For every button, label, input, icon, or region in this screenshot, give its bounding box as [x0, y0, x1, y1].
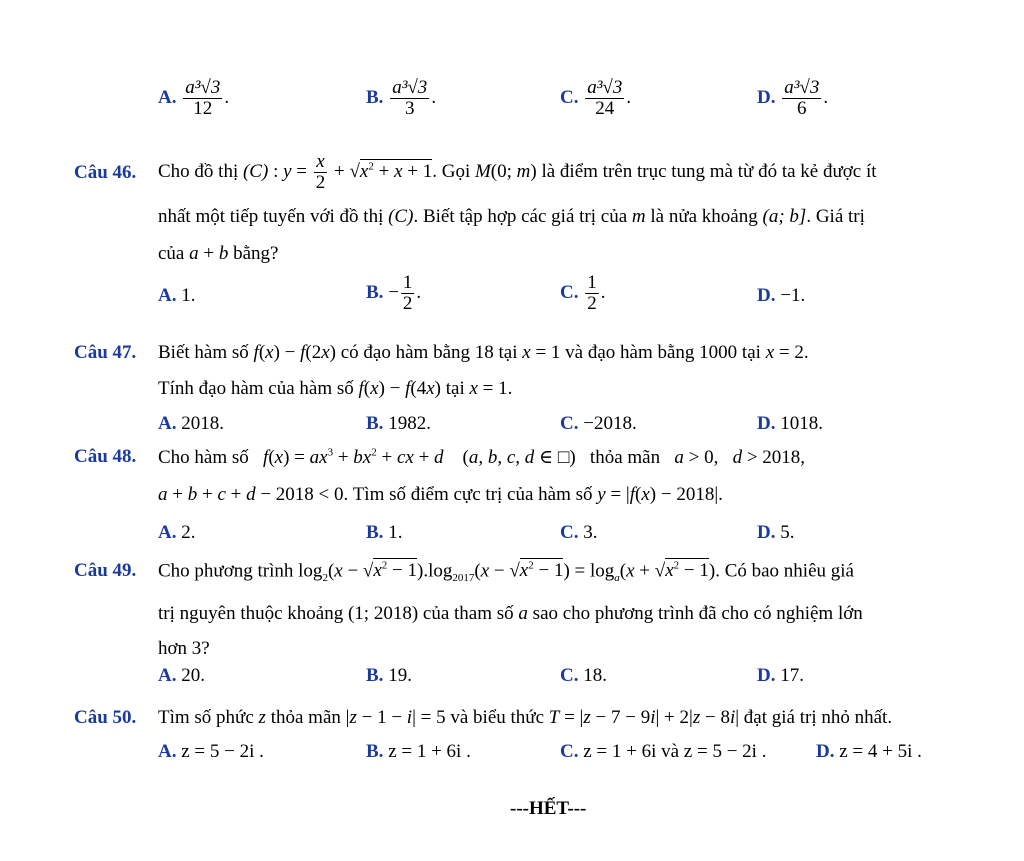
- q50-number: Câu 50.: [74, 707, 137, 728]
- q46-option-c: C. $\frac{1}{2}$ .: [560, 272, 606, 314]
- q49-number: Câu 49.: [74, 560, 137, 581]
- q45-option-c: C. $\frac{\text{a³√3}}{24}$ .: [560, 77, 632, 119]
- q50-option-a: A. z = 5 − 2i .: [158, 741, 264, 762]
- q47-option-b: B. 1982.: [366, 413, 431, 434]
- q46-line-1: Cho đồ thị (C) : y = $\frac{x}{2}$ + $√x^2 + x + 1$. Gọi M(0; m) là điểm trên trục tung mà từ đó ta kẻ được ít: [158, 151, 877, 193]
- q46-line-3: của a + b bằng?: [158, 243, 279, 264]
- q47-option-a: A. 2018.: [158, 413, 224, 434]
- q48-option-b: B. 1.: [366, 522, 403, 543]
- q48-line-2: a + b + c + d − 2018 < 0. Tìm số điểm cực trị của hàm số y = |f(x) − 2018|.: [158, 484, 723, 505]
- q48-line-1: Cho hàm số $f(x) = ax^3 + bx^2$ + cx + d (a, b, c, d ∈ □) thỏa mãn a > 0, d > 2018,: [158, 446, 806, 468]
- q47-option-c: C. −2018.: [560, 413, 637, 434]
- q50-option-d: D. z = 4 + 5i .: [816, 741, 922, 762]
- q48-option-d: D. 5.: [757, 522, 795, 543]
- q49-option-d: D. 17.: [757, 665, 804, 686]
- q49-line-3: hơn 3?: [158, 638, 210, 659]
- q49-option-b: B. 19.: [366, 665, 412, 686]
- q47-line-2: Tính đạo hàm của hàm số f(x) − f(4x) tại x = 1.: [158, 378, 513, 399]
- q49-option-a: A. 20.: [158, 665, 205, 686]
- q45-option-a: A. $\frac{\text{a³√3}}{12}$ .: [158, 77, 230, 119]
- q47-option-d: D. 1018.: [757, 413, 823, 434]
- end-marker: ---HẾT---: [510, 798, 587, 819]
- q46-option-d: D. −1.: [757, 285, 806, 306]
- q50-line-1: Tìm số phức z thỏa mãn |z − 1 − i| = 5 và biểu thức T = |z − 7 − 9i| + 2|z − 8i| đạt giá trị nhỏ nhất.: [158, 707, 893, 728]
- q50-option-c: C. z = 1 + 6i và z = 5 − 2i .: [560, 741, 767, 762]
- q47-number: Câu 47.: [74, 342, 137, 363]
- q49-option-c: C. 18.: [560, 665, 607, 686]
- q46-line-2: nhất một tiếp tuyến với đồ thị (C). Biết tập hợp các giá trị của m là nửa khoảng (a; b]. Giá trị: [158, 206, 865, 227]
- q48-option-a: A. 2.: [158, 522, 196, 543]
- q45-option-b: B. $\frac{\text{a³√3}}{3}$ .: [366, 77, 437, 119]
- q50-option-b: B. z = 1 + 6i .: [366, 741, 471, 762]
- q46-option-b: B. − $\frac{1}{2}$ .: [366, 272, 422, 314]
- q45-option-d: D. $\frac{\text{a³√3}}{6}$ .: [757, 77, 829, 119]
- q48-option-c: C. 3.: [560, 522, 598, 543]
- q46-number: Câu 46.: [74, 162, 137, 183]
- q47-line-1: Biết hàm số f(x) − f(2x) có đạo hàm bằng 18 tại x = 1 và đạo hàm bằng 1000 tại x = 2.: [158, 342, 809, 363]
- q48-number: Câu 48.: [74, 446, 137, 467]
- q49-line-2: trị nguyên thuộc khoảng (1; 2018) của tham số a sao cho phương trình đã cho có nghiệm lớn: [158, 603, 863, 624]
- q49-line-1: Cho phương trình $\log_2(x - √x^2 - 1).\log_{2017}(x - √x^2 - 1) = \log_a(x + √x^2 - 1)$. Có bao nhiêu giá: [158, 560, 854, 585]
- q46-option-a: A. 1.: [158, 285, 196, 306]
